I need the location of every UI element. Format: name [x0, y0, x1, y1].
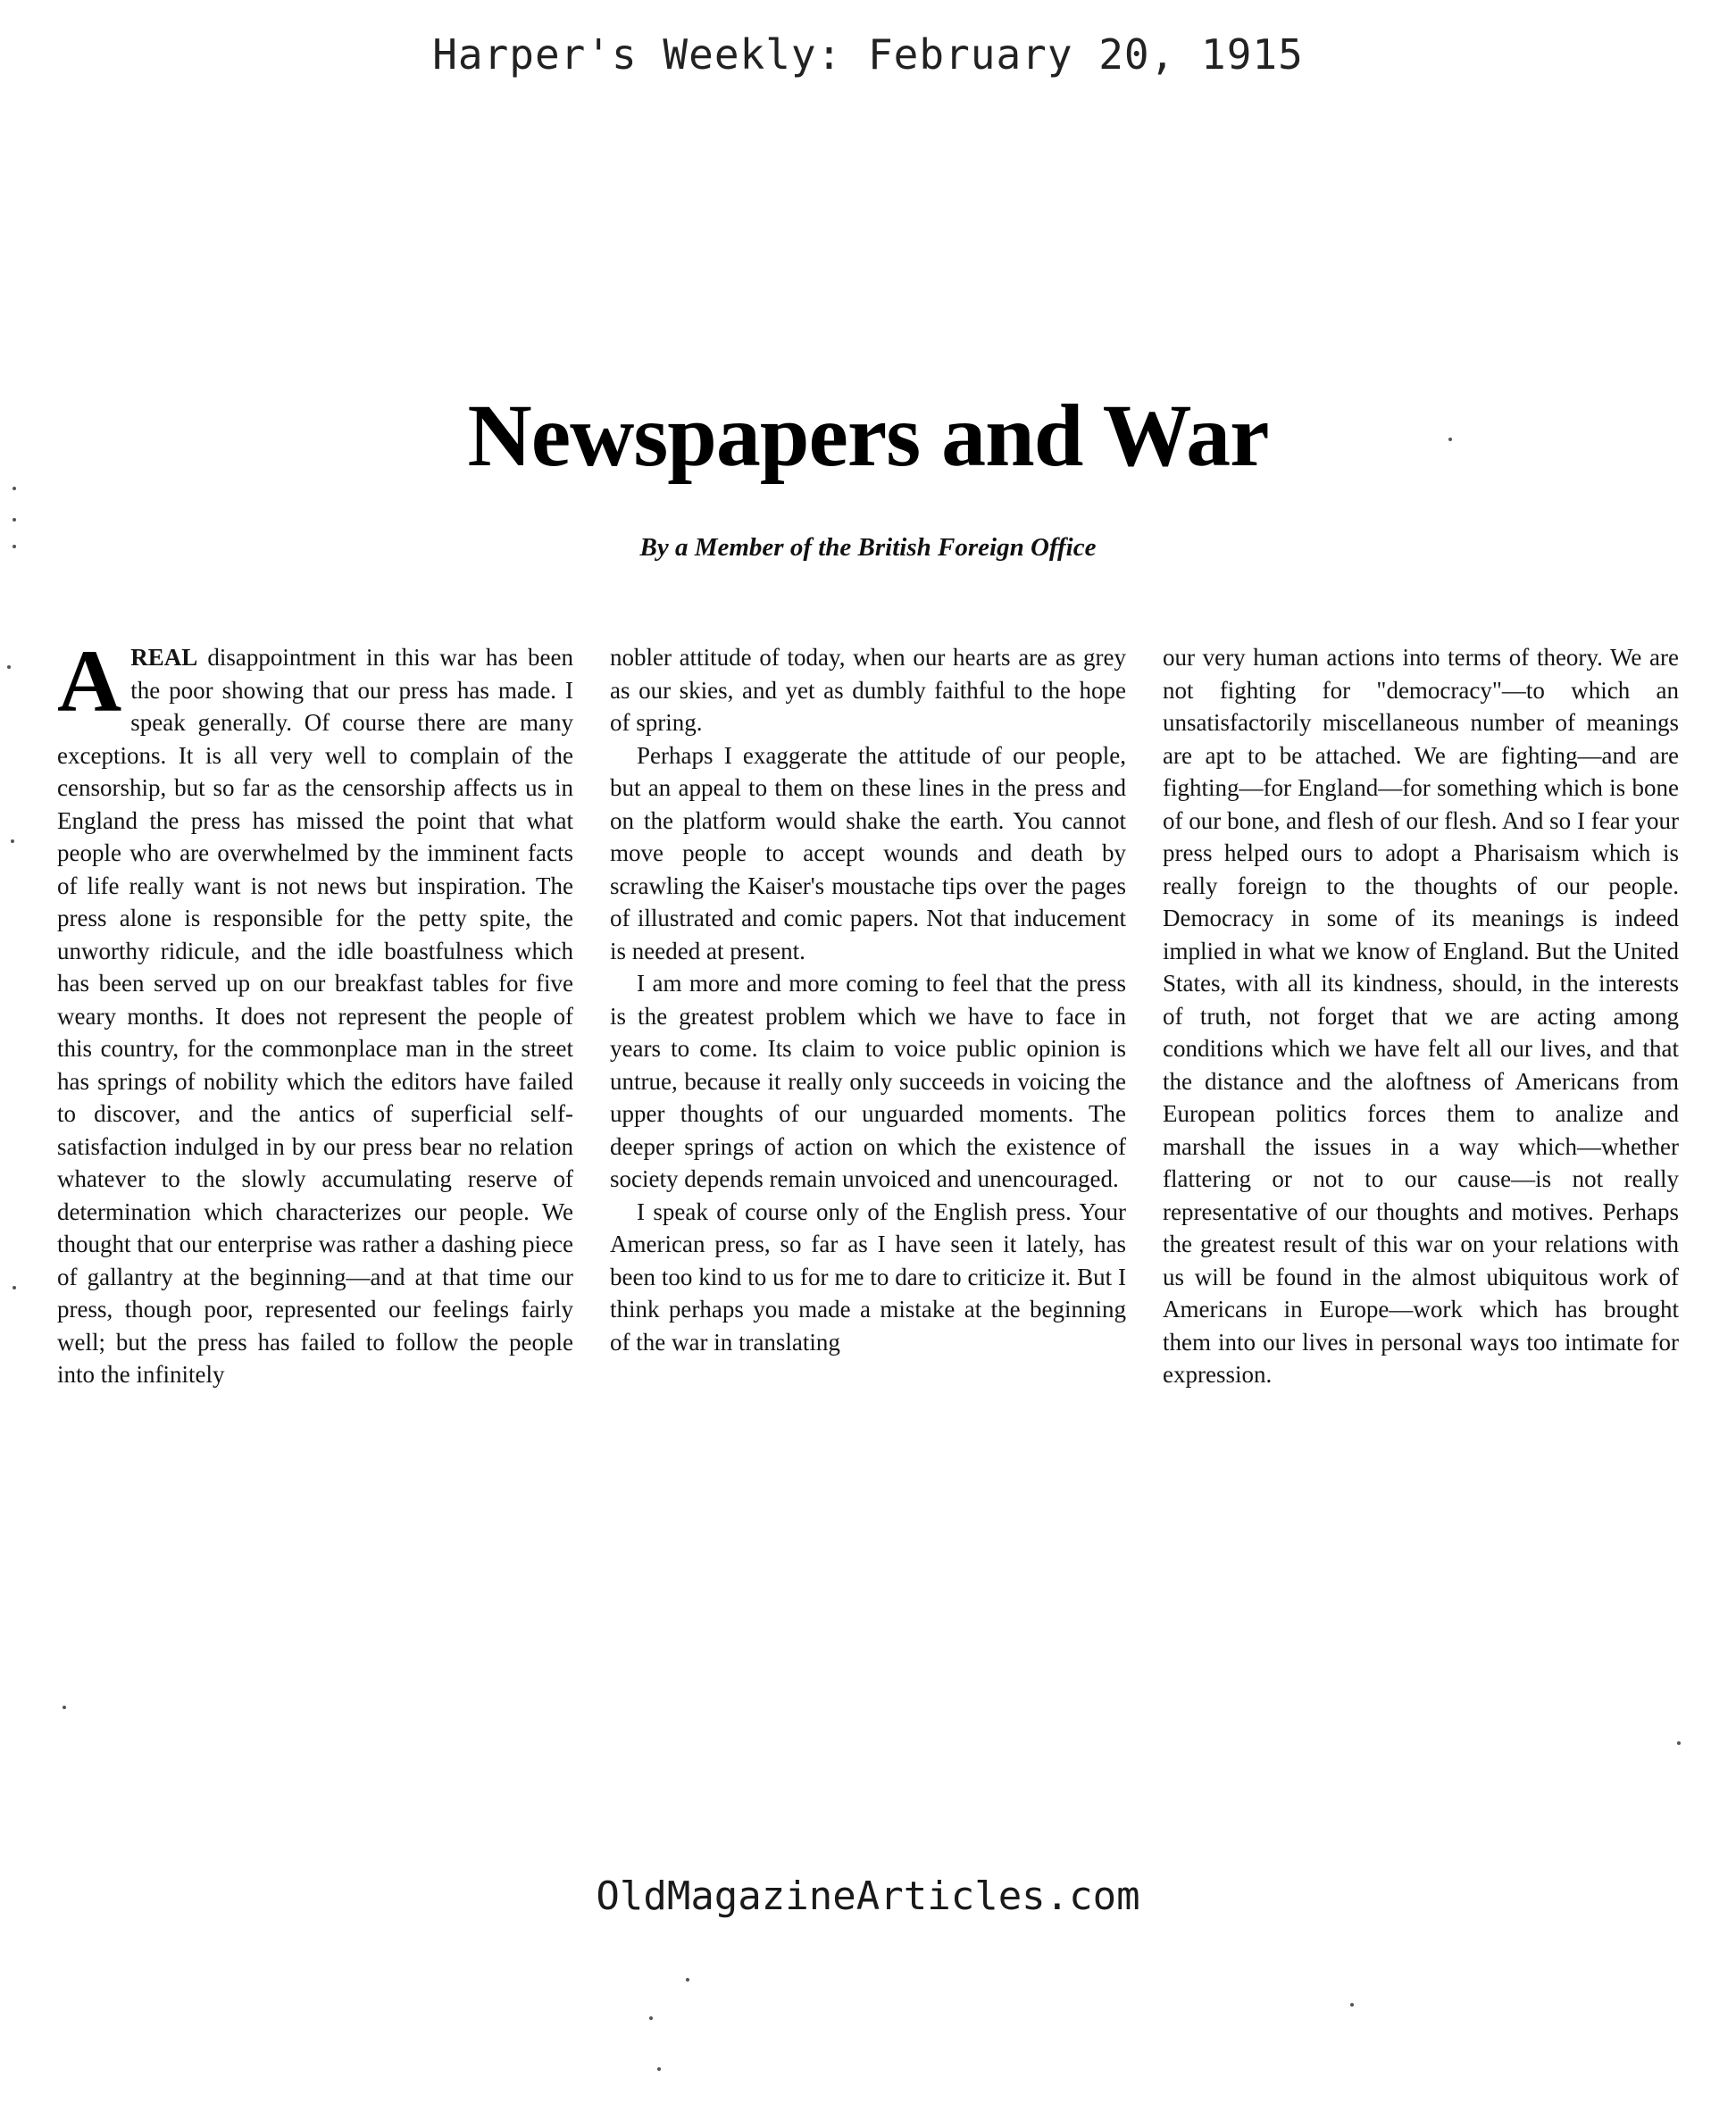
- article-body: [57, 631, 1682, 1615]
- paragraph: our very human actions into terms of theory. We are not fighting for "democracy"—to which an unsatisfactorily miscellaneous number of meanings are apt to be attached. We are fighting—and are fighting—for England—for something which is bone of our bone, and flesh of our flesh. And so I fear your press helped ours to adopt a Pharisaism which is really foreign to the thoughts of our people. Democracy in some of its meanings is indeed implied in what we know of England. But the United States, with all its kindness, should, in the interests of truth, not forget that we are acting among conditions which we have felt all our lives, and that the distance and the aloftness of Americans from European politics forces them to analize and marshall the issues in a way which—whether flattering or not to our cause—is not really representative of our thoughts and motives. Perhaps the greatest result of this war on your relations with us will be found in the almost ubiquitous work of Americans in Europe—work which has brought them into our lives in personal ways too intimate for expression.: [1163, 644, 1679, 1388]
- scan-speck: [13, 487, 16, 490]
- scan-speck: [13, 518, 16, 522]
- scan-speck: [1448, 438, 1452, 441]
- paragraph: Perhaps I exaggerate the attitude of our people, but an appeal to them on these lines in the press and on the platform would shake the earth. You cannot move people to accept wounds and death by scrawling the Kaiser's moustache tips over the pages of illustrated and comic papers. Not that inducement is needed at present.: [610, 741, 1126, 964]
- scan-speck: [13, 1286, 16, 1289]
- paragraph: [57, 631, 573, 1391]
- column-3: [1163, 641, 1679, 1391]
- scan-speck: [1350, 2003, 1354, 2007]
- article-title: Newspapers and War: [467, 386, 1269, 485]
- paragraph: I am more and more coming to feel that the press is the greatest problem which we have to face in years to come. Its claim to voice public opinion is untrue, because it really only succeeds in voicing the upper thoughts of our unguarded moments. The deeper springs of action on which the existence of society depends remain unvoiced and unencouraged.: [610, 970, 1126, 1192]
- scan-speck: [1677, 1741, 1681, 1745]
- column-1: [57, 631, 573, 1391]
- scan-speck: [657, 2067, 661, 2071]
- scan-speck: [686, 1978, 689, 1982]
- column-2: [610, 641, 1126, 1358]
- lead-caps: REAL: [130, 644, 198, 671]
- scan-speck: [13, 545, 16, 548]
- masthead: Harper's Weekly: February 20, 1915: [432, 30, 1304, 79]
- footer-source: OldMagazineArticles.com: [596, 1874, 1140, 1919]
- drop-cap: A: [57, 631, 122, 730]
- scan-speck: [649, 2016, 653, 2020]
- paragraph: nobler attitude of today, when our hearts are as grey as our skies, and yet as dumbly faithful to the hope of spring.: [610, 644, 1126, 736]
- scan-speck: [11, 839, 14, 843]
- paragraph-text: disappointment in this war has been the poor showing that our press has made. I speak generally. Of course there are many exceptions. It is all very well to complain of the censorship, but so far as the censorship affects us in England the press has missed the point that what people who are overwhelmed by the imminent facts of life really want is not news but inspiration. The press alone is responsible for the petty spite, the unworthy ridicule, and the idle boastfulness which has been served up on our breakfast tables for five weary months. It does not represent the people of this country, for the commonplace man in the street has springs of nobility which the editors have failed to discover, and the antics of superficial self-satisfaction indulged in by our press bear no relation whatever to the slowly accumulating reserve of determination which characterizes our people. We thought that our enterprise was rather a dashing piece of gallantry at the beginning—and at that time our press, though poor, represented our feelings fairly well; but the press has failed to follow the people into the infinitely: [57, 644, 573, 1388]
- paragraph: I speak of course only of the English press. Your American press, so far as I have seen it lately, has been too kind to us for me to dare to criticize it. But I think perhaps you made a mistake at the beginning of the war in translating: [610, 1198, 1126, 1356]
- scan-speck: [7, 665, 11, 669]
- article-byline: By a Member of the British Foreign Office: [639, 533, 1097, 562]
- scan-speck: [63, 1706, 66, 1709]
